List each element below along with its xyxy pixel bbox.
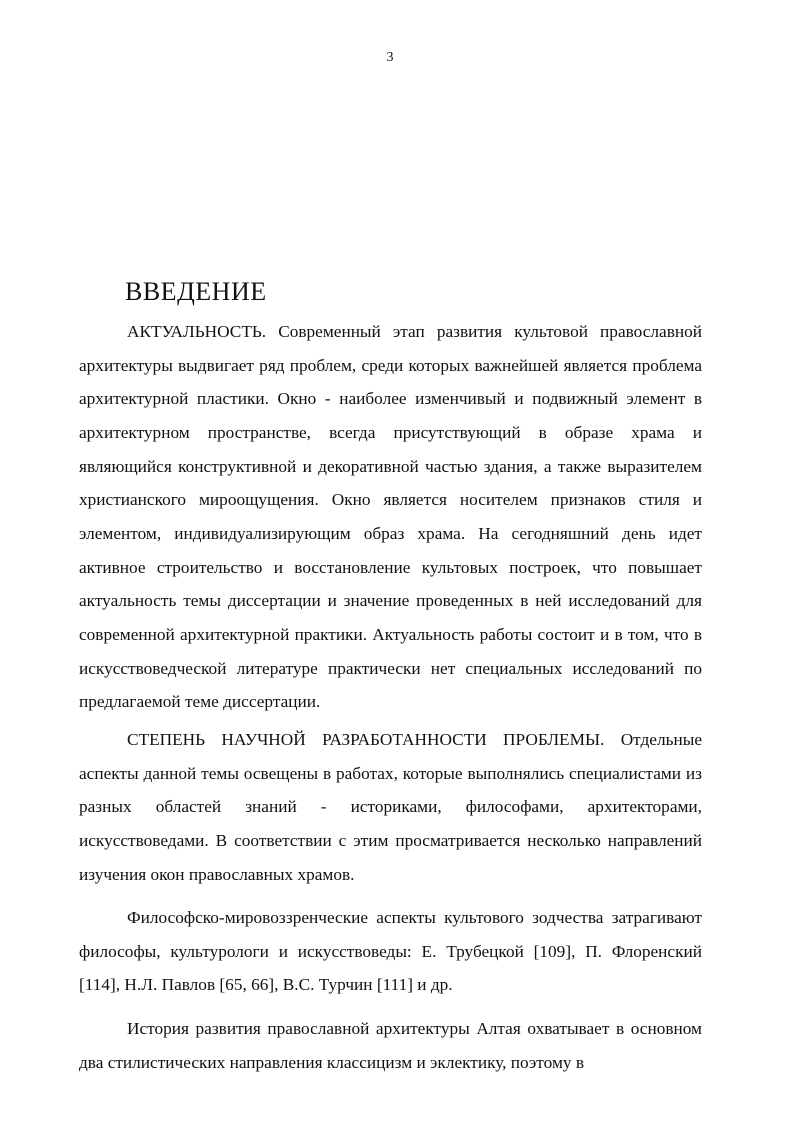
paragraph-history: История развития православной архитектуры Алтая охватывает в основном два стилистических направления классицизм и эклектику, поэтому в bbox=[79, 1019, 702, 1072]
paragraph-relevance: АКТУАЛЬНОСТЬ. Современный этап развития культовой православной архитектуры выдвигает ряд проблем, среди которых важнейшей является проблема архитектурной пластики. Окно - наиболее изменчивый и подвижный элемент в архитектурном пространстве, всегда присутствующий в образе храма и являющийся конструктивной и декоративной частью здания, а также выразителем христианского мироощущения. Окно является носителем признаков стиля и элементом, индивидуализирующим образ храма. На сегодняшний день идет активное строительство и восстановление культовых построек, что повышает актуальность темы диссертации и значение проведенных в ней исследований для современной архитектурной практики. Актуальность работы состоит и в том, что в искусствоведческой литературе практически нет специальных исследований по предлагаемой теме диссертации. bbox=[79, 322, 702, 712]
section-heading: ВВЕДЕНИЕ bbox=[125, 277, 267, 306]
page-number: 3 bbox=[386, 50, 394, 65]
paragraph-philosophy: Философско-мировоззренческие аспекты культового зодчества затрагивают философы, культурологи и искусствоведы: Е. Трубецкой [109], П. Флоренский [114], Н.Л. Павлов [65, 66], В.С. Турчин [111] и др. bbox=[79, 908, 702, 995]
body-text bbox=[79, 315, 702, 1079]
paragraph-research-degree: СТЕПЕНЬ НАУЧНОЙ РАЗРАБОТАННОСТИ ПРОБЛЕМЫ. Отдельные аспекты данной темы освещены в работах, которые выполнялись специалистами из разных областей знаний - историками, философами, архитекторами, искусствоведами. В соответствии с этим просматривается несколько направлений изучения окон православных храмов. bbox=[79, 729, 702, 884]
